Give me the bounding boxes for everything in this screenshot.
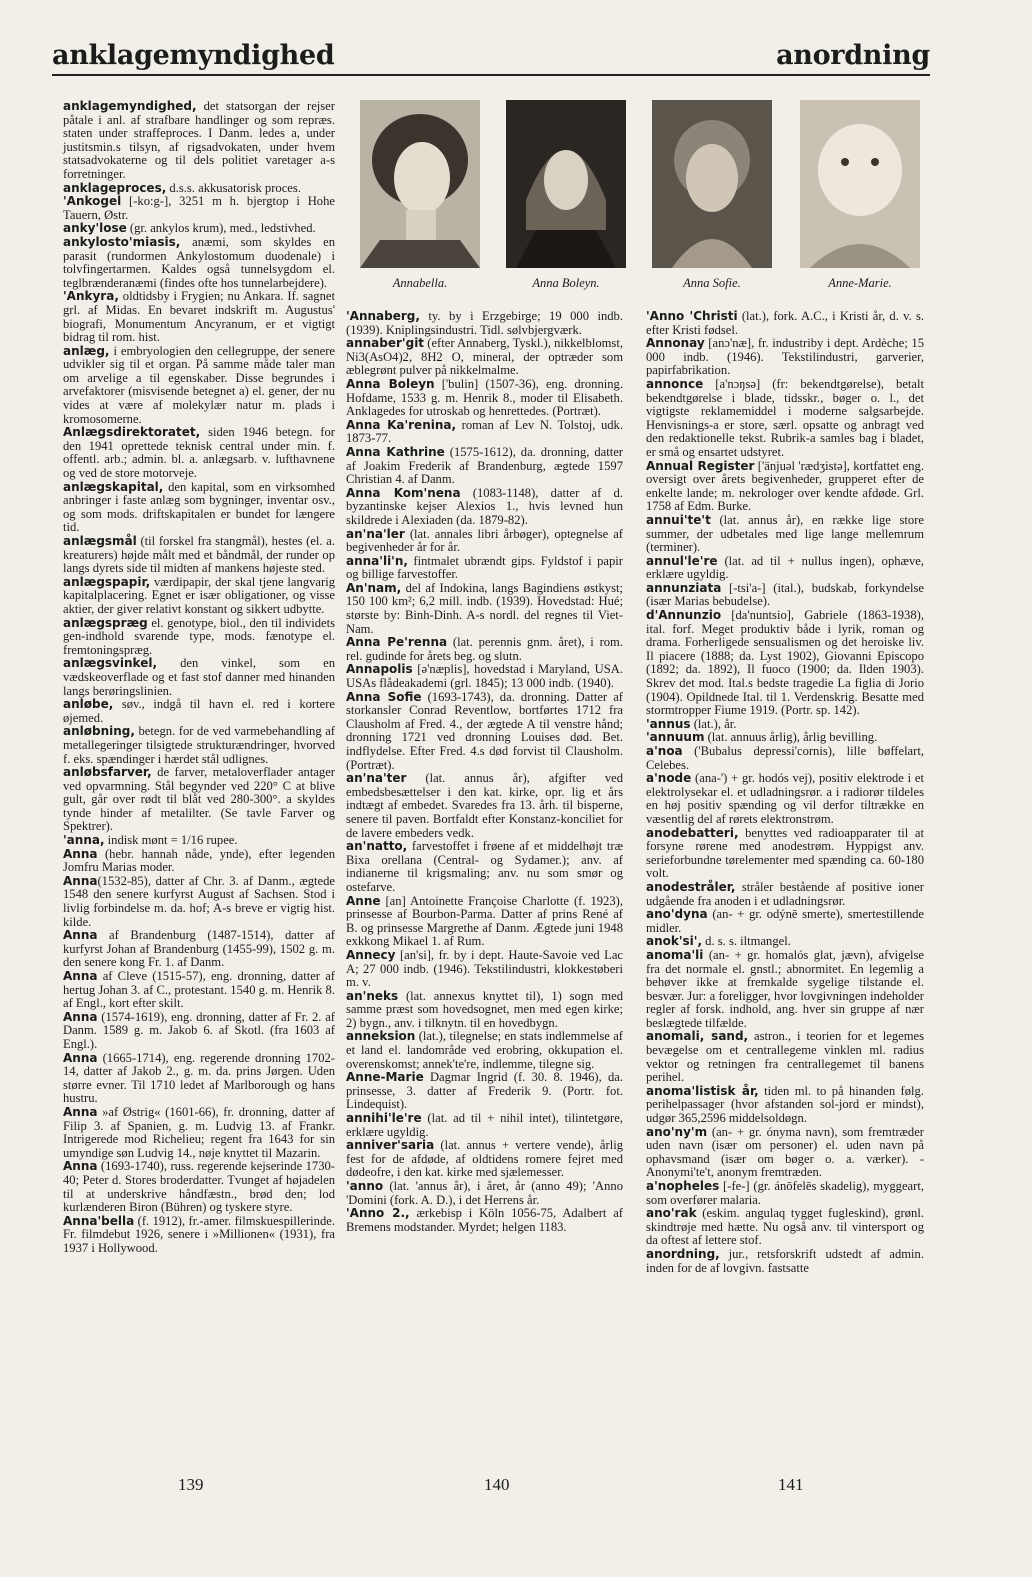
dictionary-entry	[63, 766, 335, 834]
dictionary-entry	[646, 881, 924, 908]
dictionary-entry	[346, 446, 623, 487]
entry-headword: Anne-Marie	[346, 1070, 424, 1085]
entry-headword: anok'si',	[646, 934, 703, 949]
entry-definition: (1532-85), datter af Chr. 3. af Danm., ægtede 1548 den senere kurfyrst August af Sachsen. Stod i livlig forbindelse m. da. hof; A-s breve er vigtig hist. kilde.	[63, 873, 335, 929]
entry-definition: den kapital, som en virksomhed anbringer i faste anlæg som bygninger, inventar osv., og som mods. driftskapitalen er bundet for længere tid.	[63, 479, 335, 535]
entry-headword: anløbe,	[63, 697, 114, 712]
entry-definition: ('Bubalus depressi'cornis), lille bøffelart, Celebes.	[646, 744, 924, 772]
entry-headword: anordning,	[646, 1246, 720, 1261]
entry-definition: værdipapir, der skal tjene langvarig kapitalplacering. Egnet er især obligationer, og visse aktier, der giver relativt konstant og sikkert udbytte.	[63, 574, 335, 616]
dictionary-entry	[646, 514, 924, 555]
dictionary-entry	[646, 935, 924, 949]
entry-definition: (lat.), år.	[690, 716, 737, 731]
entry-definition: d.s.s. akkusatorisk proces.	[166, 180, 301, 195]
entry-definition: (lat. perennis gnm. året), i rom. rel. gudinde for årets beg. og slutn.	[346, 635, 624, 663]
entry-headword: Anna Sofie	[346, 689, 422, 704]
entry-headword: 'annus	[646, 716, 691, 731]
entry-headword: Anna	[63, 1159, 98, 1174]
dictionary-entry	[63, 834, 335, 848]
entry-definition: [a'nɔŋsə] (fr: bekendtgørelse), betalt bekendtgørelse i blade, tidsskr., bøger o. l., det vigtigste reklamemiddel i moderne salgsarbejde. Henvisnings-a er store, særl. opsatte og anbragt ved den redaktionelle tekst. Rubrik-a samles bag i bladet, er små og ensartet udstyret.	[646, 376, 924, 459]
entry-headword: anodestråler,	[646, 879, 736, 894]
entry-headword: annul'le're	[646, 553, 718, 568]
entry-definition: indisk mønt = 1/16 rupee.	[104, 833, 238, 848]
entry-definition: ærkebisp i Köln 1056-75, Adalbert af Bremens modstander. Myrdet; helgen 1183.	[346, 1206, 624, 1234]
entry-headword: Anna Kom'nena	[346, 485, 461, 500]
entry-definition: (lat.), tilegnelse; en stats indlemmelse af et land el. landområde ved erobring, okkupation el. overenskomst; annek'te're, indlemme, tilegne sig.	[346, 1029, 623, 1071]
entry-headword: Anna	[63, 1050, 98, 1065]
entry-definition: [anɔ'næ], fr. industriby i dept. Ardèche; 15 000 indb. (1946). Tekstilindustri, garverier, papirfabrikation.	[646, 336, 924, 378]
entry-definition: »af Østrig« (1601-66), fr. dronning, datter af Filip 3. af Spanien, g. m. Ludvig 13. af Frankr. Intrigerede mod Richelieu; regent fra 1643 for sin umyndige søn Ludvig 14., nøje knyttet til Mazarin.	[63, 1104, 335, 1160]
entry-headword: anklagemyndighed,	[63, 99, 197, 113]
dictionary-entry	[646, 718, 924, 732]
dictionary-entry	[346, 1180, 623, 1207]
entry-headword: anlægsmål	[63, 534, 137, 548]
entry-headword: Annecy	[346, 947, 396, 962]
dictionary-entry	[346, 582, 623, 636]
portrait-anna-sofie	[652, 100, 772, 268]
entry-definition: søv., indgå til havn el. red i kortere øjemed.	[63, 697, 335, 725]
dictionary-entry	[646, 1126, 924, 1180]
entry-headword: anklageproces,	[63, 180, 167, 195]
dictionary-entry	[646, 609, 924, 718]
dictionary-entry	[63, 725, 335, 766]
dictionary-entry	[63, 426, 335, 480]
dictionary-entry	[63, 222, 335, 236]
dictionary-entry	[346, 419, 623, 446]
entry-headword: Anne	[346, 893, 381, 908]
entry-headword: anniver'saria	[346, 1138, 435, 1153]
entry-definition: (hebr. hannah nåde, ynde), efter legenden Jomfru Marias moder.	[63, 846, 335, 875]
entry-headword: 'annuum	[646, 730, 705, 745]
dictionary-entry	[346, 378, 623, 419]
entry-definition: det statsorgan der rejser påtale i anl. af strafbare handlinger og som repræs. staten under straffeproces. I Danm. ledes a, under justitsmin.s tilsyn, af rigsadvokaten, under hvem statsadvokaterne og til dels politiet varetager a-s forretninger.	[63, 99, 335, 181]
entry-definition: (lat. annus år), afgifter ved embedsbesættelser i den kat. kirke, opr. lig et års indtægt af embedet. Svaredes fra 13. årh. til bisperne, senere til paven. Bortfaldt efter Konstanz-konciliet for de lavere embeders vedk.	[346, 771, 623, 840]
entry-definition: (lat. annus år), en række lige store summer, der udbetales med lige lange mellemrum (terminer).	[646, 512, 924, 555]
entry-definition: ['änjuəl 'rædʒistə], kortfattet eng. oversigt over årets begivenheder, grupperet efter de enkelte lande; m. nekrologer over kendte afdøde. Grl. 1758 af Edm. Burke.	[646, 458, 924, 514]
dictionary-entry	[646, 949, 924, 1031]
entry-headword: annui'te't	[646, 512, 711, 527]
entry-definition: [-ko:g-], 3251 m h. bjergtop i Hohe Tauern, Østr.	[63, 194, 335, 222]
entry-headword: Annonay	[646, 336, 705, 351]
entry-headword: annaber'git	[346, 336, 425, 351]
dictionary-entry	[63, 535, 335, 576]
entry-headword: Anna	[63, 873, 98, 888]
entry-headword: annunziata	[646, 580, 722, 595]
dictionary-entry	[63, 182, 335, 196]
portrait-annabella	[360, 100, 480, 268]
dictionary-entry	[63, 100, 335, 182]
dictionary-entry	[346, 555, 623, 582]
entry-definition: d. s. s. iltmangel.	[702, 934, 791, 949]
entry-definition: (lat. annexus knyttet til), 1) sogn med samme præst som hovedsognet, men med egen kirke; 2) bygn., anv. i tilknytn. til en hovedbygn.	[346, 988, 623, 1030]
dictionary-entry	[646, 555, 924, 582]
dictionary-entry	[646, 908, 924, 935]
entry-definition: (lat. annus + vertere vende), årlig fest for de afdøde, af oldtidens romere fejret med dødeofre, i den kat. kirke med sjælemesser.	[346, 1138, 623, 1180]
dictionary-entry	[346, 990, 623, 1031]
dictionary-entry	[63, 1106, 335, 1160]
dictionary-entry	[346, 487, 623, 528]
entry-definition: oldtidsby i Frygien; nu Ankara. If. sagnet grl. af Midas. En bevaret indskrift m. Augustus' biografi, Monumentum Ancyranum, er et vigtigt bidrag til rom. hist.	[63, 289, 335, 345]
caption-annabella: Annabella.	[392, 276, 448, 290]
left-guide-word: anklagemyndighed	[52, 40, 335, 71]
entry-headword: annihi'le're	[346, 1111, 422, 1126]
entry-definition: siden 1946 betegn. for den 1941 oprettede teknisk central under min. f. offentl. arb.; admin. bl. a. anlægsarb. v. lufthavnene og ved de store motorveje.	[63, 425, 335, 481]
entry-definition: ['bulin] (1507-36), eng. dronning. Hofdame, 1533 g. m. Henrik 8., moder til Elisabeth. Anklagedes for utroskab og henrettedes. (Portræt).	[346, 376, 624, 419]
dictionary-entry	[646, 310, 924, 337]
page-number-141: 141	[778, 1475, 804, 1494]
entry-headword: an'natto,	[346, 839, 408, 854]
entry-definition: [ə'næplis], hovedstad i Maryland, USA. USAs flådeakademi (grl. 1845); 13 000 indb. (1940).	[346, 662, 623, 691]
entry-headword: 'Anno 'Christi	[646, 309, 738, 323]
entry-definition: (lat. annuus årlig), årlig bevilling.	[704, 730, 878, 745]
entry-definition: (1665-1714), eng. regerende dronning 1702-14, datter af Jakob 2., g. m. da. prins Jørgen. Uden større evner. Til 1710 ledet af Marlborough og hans hustru.	[63, 1050, 335, 1106]
entry-definition: [da'nuntsio], Gabriele (1863-1938), ital. forf. Meget produktiv både i lyrik, roman og drama. Forherligede sensualismen og det heroiske liv. Il piacere (1888; da. Lyst 1902), Giovanni Episcopo (1892; da. 1892), Il fuoco (1900; da. Ilden 1903). Skrev det mod. Ital.s bedste tragedie La figlia di Jorio (1904). Opildnede Ital. til 1. Verdenskrig. Besatte med stormtropper Fiume 1919. (Portr. sp. 142).	[646, 608, 924, 718]
entry-headword: anløbsfarver,	[63, 765, 152, 780]
entry-definition: betegn. for de ved varmebehandling af metallegeringer tilsigtede strukturændringer, hvorved f. eks. spændinger i hærdet stål udlignes.	[63, 724, 335, 766]
right-guide-word: anordning	[776, 40, 930, 71]
entry-definition: farvestoffet i frøene af et middelhøjt træ Bixa orellana (Central- og Sydamer.); anv. af indianerne til krigsmaling; anv. nu som smør og ostefarve.	[346, 839, 623, 894]
entry-headword: anomali, sand,	[646, 1029, 749, 1044]
portrait-row	[356, 100, 924, 298]
dictionary-entry	[646, 337, 924, 378]
dictionary-entry	[63, 929, 335, 970]
dictionary-entry	[63, 1160, 335, 1214]
entry-definition: de farver, metaloverflader antager ved opvarmning. Stål begynder ved 220° C at blive gult, går over rødt til blåt ved 280-300°. a skyldes tynde hinder af metalilter. (Se tavle Farver og Spektrer).	[63, 765, 335, 834]
dictionary-entry	[646, 1207, 924, 1248]
dictionary-entry	[646, 827, 924, 881]
caption-anne-marie: Anne-Marie.	[828, 276, 892, 290]
entry-headword: Anna Ka'renina,	[346, 417, 457, 432]
entry-headword: anløbning,	[63, 724, 135, 739]
entry-headword: Anna Pe'renna	[346, 635, 448, 650]
dictionary-entry	[346, 337, 623, 378]
entry-definition: anæmi, som skyldes en parasit (rundormen Ankylostomum duodenale) i tolvfingertarmen. Kaldes også tunnelsygdom el. teglbrænderanæmi (findes ofte hos tunnelarbejdere).	[63, 234, 335, 290]
entry-headword: Anna	[63, 1104, 98, 1119]
entry-definition: stråler bestående af positive ioner udgående fra anoden i et udladningsrør.	[646, 879, 924, 908]
dictionary-entry	[346, 840, 623, 894]
entry-definition: fintmalet ubrændt gips. Fyldstof i papir og billige farvestoffer.	[346, 553, 623, 582]
entry-definition: (lat. ad til + nullus ingen), ophæve, erklære ugyldig.	[646, 553, 924, 582]
entry-definition: Dagmar Ingrid (f. 30. 8. 1946), da. prinsesse, 3. datter af Frederik 9. (Portr. fot. Lindequist).	[346, 1070, 623, 1112]
entry-headword: d'Annunzio	[646, 608, 722, 623]
entry-definition: [an] Antoinette Françoise Charlotte (f. 1923), prinsesse af Bourbon-Parma. Datter af prins René af B. og prinsesse Margrethe af Danm. Ægtede juni 1948 exkkong Mikael 1. af Rum.	[346, 893, 623, 949]
dictionary-entry	[63, 576, 335, 617]
entry-headword: Anna	[63, 846, 98, 861]
entry-definition: (efter Annaberg, Tyskl.), nikkelblomst, Ni3(AsO4)2, 8H2 O, mineral, der optræder som æblegrønt pulver på nikkelmalme.	[346, 336, 623, 378]
entry-definition: den vinkel, som en vædskeoverflade og et fast stof danner med hinanden langs berøringslinien.	[63, 656, 335, 698]
entry-definition: (lat. ad til + nihil intet), tilintetgøre, erklære ugyldig.	[346, 1111, 623, 1139]
dictionary-entry	[346, 1030, 623, 1071]
entry-definition: (an- + gr. odýnē smerte), smertestillende midler.	[646, 907, 924, 935]
dictionary-entry	[63, 481, 335, 535]
entry-definition: jur., retsforskrift udstedt af admin. inden for de af lovgivn. fastsatte	[646, 1246, 924, 1275]
page-number-139: 139	[178, 1475, 204, 1494]
dictionary-entry	[346, 895, 623, 949]
dictionary-entry	[346, 949, 623, 990]
entry-headword: An'nam,	[346, 580, 402, 595]
dictionary-entry	[346, 1071, 623, 1112]
dictionary-entry	[346, 1112, 623, 1139]
entry-headword: ankylosto'miasis,	[63, 234, 181, 249]
entry-headword: anodebatteri,	[646, 825, 739, 840]
entry-definition: (1574-1619), eng. dronning, datter af Fr. 2. af Danm. 1589 g. m. Jakob 6. af Skotl. (fra 1603 af Engl.).	[63, 1009, 335, 1051]
entry-definition: ty. by i Erzgebirge; 19 000 indb. (1939). Kniplingsindustri. Tidl. sølvbjergværk.	[346, 309, 623, 337]
dictionary-entry	[346, 528, 623, 555]
entry-headword: Anlægsdirektoratet,	[63, 425, 201, 440]
entry-headword: a'node	[646, 771, 692, 786]
entry-definition: (1693-1743), da. dronning. Datter af storkansler Conrad Reventlow, bortførtes 1712 fra Clausholm af Fred. 4., der ægtede A til venstre hånd; dronning 1721 ved dronning Louises død. Bet. indflydelse. Efter Fred. 4.s død forvist til Clausholm. (Portræt).	[346, 689, 623, 772]
dictionary-entry	[63, 1011, 335, 1052]
entry-headword: 'anna,	[63, 833, 105, 848]
entry-headword: Anna Boleyn	[346, 376, 435, 391]
dictionary-entry	[63, 970, 335, 1011]
dictionary-entry	[63, 848, 335, 875]
entry-definition: roman af Lev N. Tolstoj, udk. 1873-77.	[346, 417, 624, 446]
dictionary-entry	[346, 636, 623, 663]
entry-definition: (eskim. angulaq tygget fugleskind), grønl. skindtrøje med hætte. Nu også anv. til vintersport og da oftest af lettere stof.	[646, 1206, 924, 1248]
column-1	[63, 100, 335, 1255]
entry-definition: [-tsi'a-] (ital.), budskab, forkyndelse (især Marias bebudelse).	[646, 580, 924, 609]
entry-definition: (f. 1912), fr.-amer. filmskuespillerinde. Fr. filmdebut 1926, senere i »Millionen« (1931), fra 1937 i Hollywood.	[63, 1213, 335, 1255]
dictionary-entry	[63, 1052, 335, 1106]
entry-headword: anlæg,	[63, 343, 110, 358]
entry-headword: anoma'listisk år,	[646, 1083, 759, 1098]
dictionary-entry	[346, 1207, 623, 1234]
entry-definition: [-fe-] (gr. ánōfelēs skadelig), myggeart, som overfører malaria.	[646, 1179, 924, 1207]
entry-definition: (til forskel fra stangmål), hestes (el. a. kreaturers) højde målt med et båndmål, der runder op langs dyrets side til midten af mankens højeste sted.	[63, 534, 335, 576]
entry-headword: Anna	[63, 1009, 98, 1024]
entry-definition: (lat. annales libri årbøger), optegnelse af begivenheder år for år.	[346, 526, 623, 555]
entry-headword: anlægspapir,	[63, 574, 151, 589]
entry-headword: anlægsvinkel,	[63, 656, 158, 671]
entry-headword: Anna	[63, 928, 98, 943]
entry-definition: (an- + gr. ónyma navn), som fremtræder uden navn (især om personer) el. uden navn på ophavsmand (især om bøger o. a. værker). - Anonymi'te't, anonym fremtræden.	[646, 1124, 924, 1180]
entry-definition: (lat.), fork. A.C., i Kristi år, d. v. s. efter Kristi fødsel.	[646, 309, 925, 337]
column-2	[346, 310, 623, 1234]
dictionary-entry	[346, 691, 623, 773]
entry-headword: Anna'bella	[63, 1213, 135, 1228]
entry-headword: an'neks	[346, 988, 399, 1003]
dictionary-entry	[646, 731, 924, 745]
entry-headword: Anna	[63, 969, 98, 983]
dictionary-entry	[646, 1248, 924, 1275]
entry-headword: 'Annaberg,	[346, 309, 420, 323]
entry-definition: [an'si], fr. by i dept. Haute-Savoie ved Lac A; 27 000 indb. (1946). Tekstilindustri, klokkestøberi m. v.	[346, 947, 623, 990]
dictionary-entry	[63, 657, 335, 698]
entry-headword: anneksion	[346, 1029, 416, 1044]
dictionary-entry	[63, 875, 335, 929]
entry-definition: tiden ml. to på hinanden følg. perihelpassager (hvor afstanden sol-jord er mindst), udgør 365,2596 middelsoldøgn.	[646, 1083, 924, 1126]
entry-definition: af Brandenburg (1487-1514), datter af kurfyrst Johan af Brandenburg (1455-99), 1502 g. m. den senere kong Fr. 1. af Danm.	[63, 928, 335, 970]
entry-definition: benyttes ved radioapparater til at forsyne rørene med anodestrøm. Hyppigst anv. serieforbundne tørelementer med spænding ca. 60-180 volt.	[646, 825, 924, 881]
dictionary-entry	[646, 1030, 924, 1084]
caption-anna-sofie: Anna Sofie.	[683, 276, 741, 290]
entry-headword: ano'rak	[646, 1206, 697, 1221]
caption-anna-boleyn: Anna Boleyn.	[532, 276, 600, 290]
column-3	[646, 310, 924, 1275]
page-number-140: 140	[484, 1475, 510, 1494]
dictionary-entry	[646, 772, 924, 826]
entry-definition: (lat. 'annus år), i året, år (anno 49); 'Anno 'Domini (fork. A. D.), i det Herrens år.	[346, 1179, 623, 1207]
dictionary-entry	[346, 663, 623, 690]
entry-headword: Annual Register	[646, 458, 755, 473]
dictionary-entry	[63, 698, 335, 725]
dictionary-entry	[63, 345, 335, 427]
entry-headword: anky'lose	[63, 221, 127, 236]
dictionary-entry	[646, 378, 924, 460]
portrait-anna-boleyn	[506, 100, 626, 268]
entry-definition: (1083-1148), datter af d. byzantinske kejser Alexios 1., hvis levned hun skildrede i Alexiaden (da. 1879-82).	[346, 485, 623, 527]
dictionary-entry	[646, 1085, 924, 1126]
entry-headword: a'noa	[646, 744, 683, 758]
entry-headword: a'nopheles	[646, 1179, 720, 1193]
entry-definition: i embryologien den cellegruppe, der senere udvikler sig til et organ. På samme måde taler man om arvelige a til egenskaber. Disse begrundes i arvefaktorer (misvisende betegnet a) el. gener, der nu vides at være af molekylær natur m. plads i kromosomerne.	[63, 343, 335, 426]
entry-definition: el. genotype, biol., den til individets gen-indhold svarende type, mods. fænotype el. fremtoningspræg.	[63, 615, 335, 657]
dictionary-entry	[63, 236, 335, 290]
entry-definition: af Cleve (1515-57), eng. dronning, datter af hertug Johan 3. af C., protestant. 1540 g. m. Henrik 8. af Engl., kort efter skilt.	[63, 969, 335, 1011]
entry-headword: anna'li'n,	[346, 553, 408, 568]
dictionary-entry	[63, 290, 335, 344]
entry-definition: astron., i teorien for et legemes bevægelse om et centrallegeme vinklen ml. radius vektor og retningen fra centrallegemet til banens perihel.	[646, 1029, 924, 1085]
entry-headword: an'na'ler	[346, 526, 405, 541]
page-header	[52, 38, 930, 76]
entry-headword: 'anno	[346, 1179, 384, 1193]
dictionary-entry	[346, 1139, 623, 1180]
dictionary-entry	[646, 1180, 924, 1207]
entry-definition: del af Indokina, langs Bagindiens østkyst; 150 100 km²; 6,2 mill. indb. (1939). Hovedstad: Hué; største by: Binh-Dinh. A-s nordl. del regnes til Viet-Nam.	[346, 580, 623, 636]
dictionary-entry	[346, 310, 623, 337]
portrait-anne-marie	[800, 100, 920, 268]
entry-headword: anlægspræg	[63, 615, 148, 630]
entry-headword: anlægskapital,	[63, 479, 164, 494]
dictionary-entry	[346, 772, 623, 840]
entry-headword: 'Ankogel	[63, 194, 122, 209]
entry-headword: an'na'ter	[346, 771, 407, 786]
entry-headword: Annapolis	[346, 662, 413, 677]
entry-definition: (an- + gr. homalós glat, jævn), afvigelse fra det normale el. gnstl.; abnormitet. En legemlig a behøver ikke at fremkalde sygelige tilstande el. besvær. Jur: a foreligger, hvor lovgivningen indeholder regler af forsk. indhold, ang. hver sin gruppe af nær beslægtede tilfælde.	[646, 947, 924, 1030]
entry-definition: (gr. ankylos krum), med., ledstivhed.	[126, 221, 316, 236]
entry-definition: (1575-1612), da. dronning, datter af Joakim Frederik af Brandenburg, ægtede 1597 Christian 4. af Danm.	[346, 444, 623, 487]
dictionary-entry	[646, 582, 924, 609]
dictionary-entry	[63, 1215, 335, 1256]
dictionary-entry	[63, 195, 335, 222]
dictionary-entry	[646, 460, 924, 514]
entry-headword: Anna Kathrine	[346, 444, 445, 459]
entry-headword: ano'ny'm	[646, 1124, 708, 1139]
dictionary-entry	[63, 617, 335, 658]
entry-definition: (ana-') + gr. hodós vej), positiv elektrode i et elektrolysekar el. et udladningsrør. a i radiorør tildeles en høj positiv spænding og vil derfor tiltrække en væsentlig del af rørets elektronstrøm.	[646, 771, 924, 826]
entry-headword: anoma'li	[646, 947, 704, 962]
dictionary-entry	[646, 745, 924, 772]
entry-headword: 'Anno 2.,	[346, 1206, 410, 1221]
entry-headword: 'Ankyra,	[63, 289, 119, 304]
entry-headword: ano'dyna	[646, 907, 708, 922]
entry-definition: (1693-1740), russ. regerende kejserinde 1730-40; Peter d. Stores broderdatter. Tvunget af højadelen til at underskrive håndfæstn., brød den; lod kurlænderen Biron (Bühren) og tyskere styre.	[63, 1159, 335, 1215]
entry-headword: annonce	[646, 376, 704, 391]
